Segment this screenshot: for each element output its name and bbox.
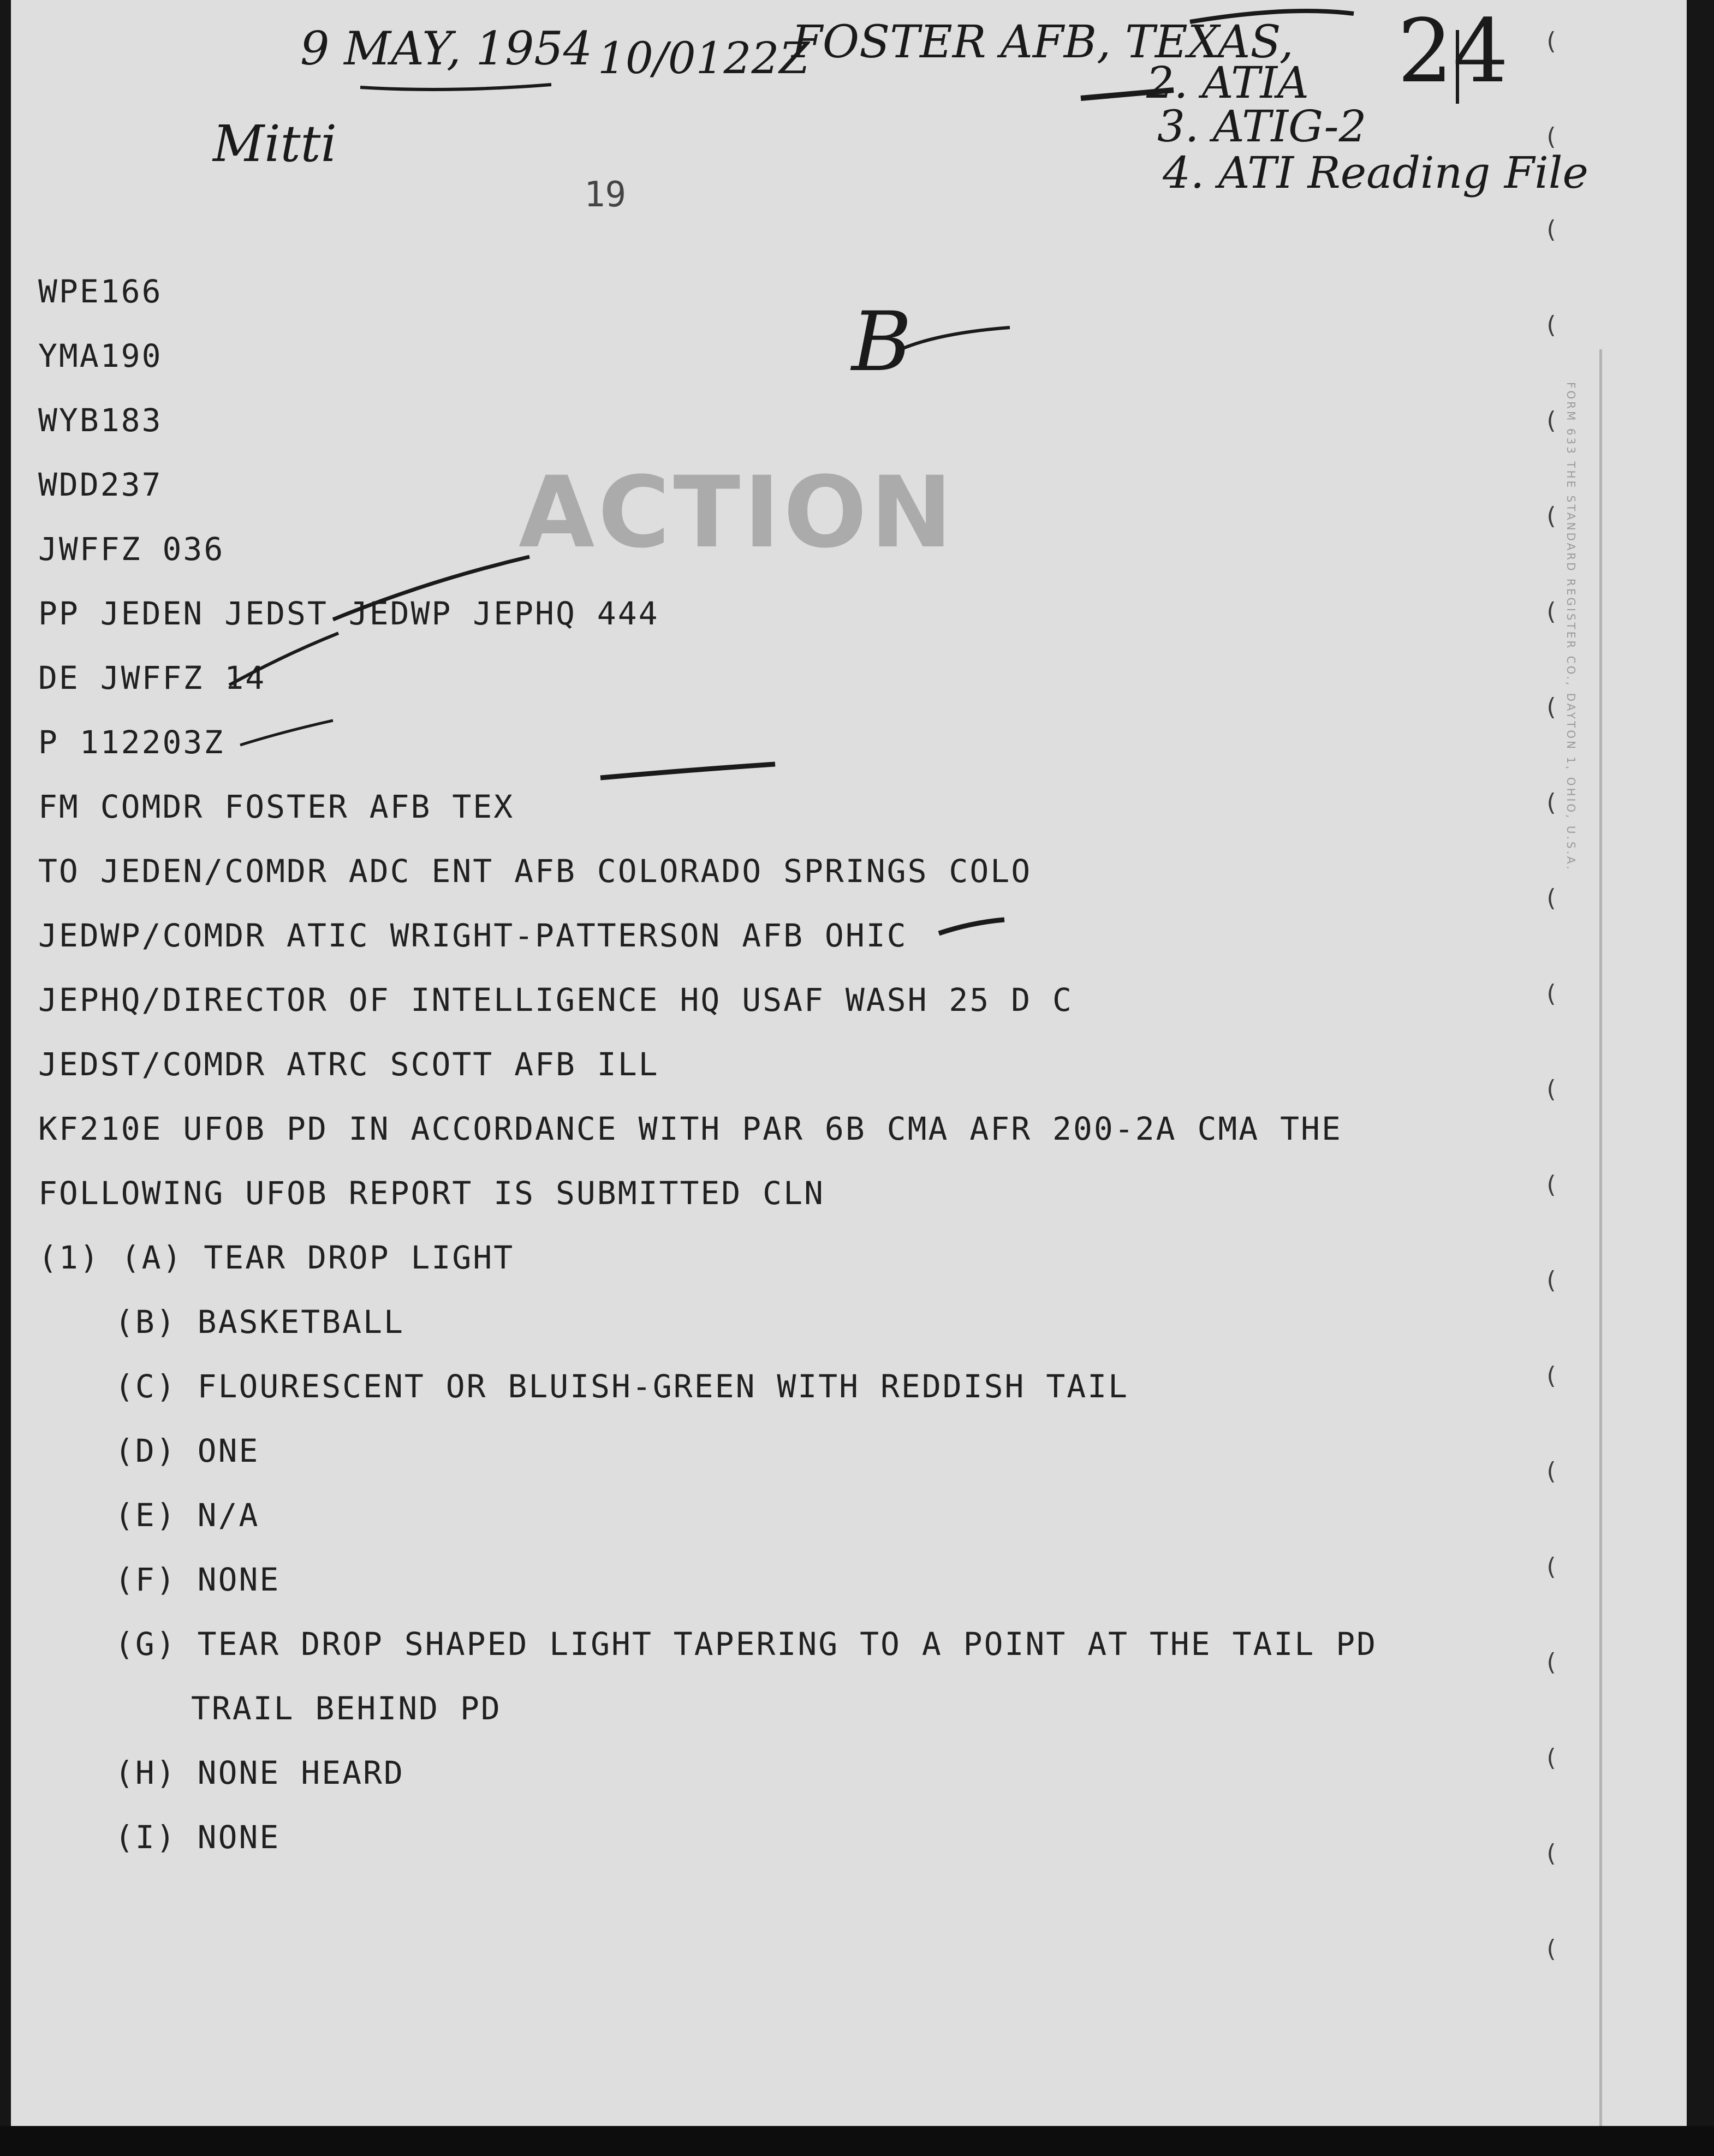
feed-mark: ( [1544,1648,1558,1676]
feed-mark: ( [1544,693,1558,721]
handwritten-time-group: 10/0122Z [598,33,810,84]
feed-mark: ( [1544,980,1558,1008]
message-body-line: KF210E UFOB PD IN ACCORDANCE WITH PAR 6B CMA AFR 200-2A CMA THE [38,1110,1342,1147]
addressee-line: JEPHQ/DIRECTOR OF INTELLIGENCE HQ USAF WASH 25 D C [38,981,1073,1019]
routing-line: DE JWFFZ 14 [38,659,266,696]
message-body-line: FOLLOWING UFOB REPORT IS SUBMITTED CLN [38,1175,825,1212]
action-stamp: ACTION [519,456,956,570]
feed-mark: ( [1544,1266,1558,1294]
handwritten-initials: Mitti [213,115,337,173]
report-item-f: (F) NONE [115,1561,281,1598]
feed-mark: ( [1544,1362,1558,1390]
pen-underline [600,764,775,778]
to-line: TO JEDEN/COMDR ADC ENT AFB COLORADO SPRINGS COLO [38,853,1032,890]
report-item-d: (D) ONE [115,1432,260,1469]
handwritten-location: FOSTER AFB, TEXAS, [791,16,1294,68]
report-item-a: (1) (A) TEAR DROP LIGHT [38,1239,515,1276]
routing-line: YMA190 [38,337,163,374]
report-item-g: (G) TEAR DROP SHAPED LIGHT TAPERING TO A POINT AT THE TAIL PD [115,1625,1378,1663]
feed-mark: ( [1544,123,1558,151]
feed-mark: ( [1544,1457,1558,1485]
routing-line: PP JEDEN JEDST JEDWP JEPHQ 444 [38,595,659,632]
addressee-line: JEDST/COMDR ATRC SCOTT AFB ILL [38,1046,659,1083]
feed-mark: ( [1544,502,1558,530]
routing-line: JWFFZ 036 [38,531,225,568]
faint-stamp-number: 19 [584,175,627,215]
handwritten-b-mark: B [852,295,912,390]
date-underline [360,85,551,90]
teletype-message-page [11,0,1687,2126]
feed-mark: ( [1544,884,1558,912]
routing-line: WYB183 [38,402,163,439]
scan-bottom-border [0,2126,1714,2156]
tractor-feed-marks [1544,0,1566,2126]
addressee-line: JEDWP/COMDR ATIC WRIGHT-PATTERSON AFB OHIC [38,917,908,954]
handwritten-date: 9 MAY, 1954 [300,22,593,75]
report-item-c: (C) FLOURESCENT OR BLUISH-GREEN WITH REDDISH TAIL [115,1368,1129,1405]
margin-form-print-text: FORM 633 THE STANDARD REGISTER CO., DAYTON 1, OHIO, U.S.A. [1564,382,1578,872]
report-item-e: (E) N/A [115,1497,260,1534]
feed-mark: ( [1544,27,1558,55]
feed-mark: ( [1544,1744,1558,1772]
pen-tick-mark [240,720,333,745]
from-line: FM COMDR FOSTER AFB TEX [38,788,515,825]
routing-item-atig: 3. ATIG-2 [1157,101,1367,152]
routing-line: WDD237 [38,466,163,503]
feed-mark: ( [1544,598,1558,626]
feed-mark: ( [1544,1553,1558,1581]
handwritten-page-number: 24 [1397,0,1509,102]
b-mark-tail [901,327,1010,349]
feed-mark: ( [1544,1075,1558,1103]
report-item-h: (H) NONE HEARD [115,1754,404,1791]
feed-mark: ( [1544,1935,1558,1963]
report-item-g-continued: TRAIL BEHIND PD [191,1690,502,1727]
routing-line: P 112203Z [38,724,225,761]
feed-mark: ( [1544,311,1558,339]
routing-item-atia: 2. ATIA [1146,57,1309,108]
routing-item-ati-reading-file: 4. ATI Reading File [1163,147,1588,198]
pen-tick-mark [939,920,1004,933]
feed-mark: ( [1544,216,1558,243]
report-item-b: (B) BASKETBALL [115,1303,404,1341]
feed-mark: ( [1544,1171,1558,1199]
report-item-i: (I) NONE [115,1819,281,1856]
feed-mark: ( [1544,407,1558,434]
routing-line: WPE166 [38,273,163,310]
page-edge-rule [1599,349,1602,2126]
feed-mark: ( [1544,1839,1558,1867]
feed-mark: ( [1544,789,1558,817]
